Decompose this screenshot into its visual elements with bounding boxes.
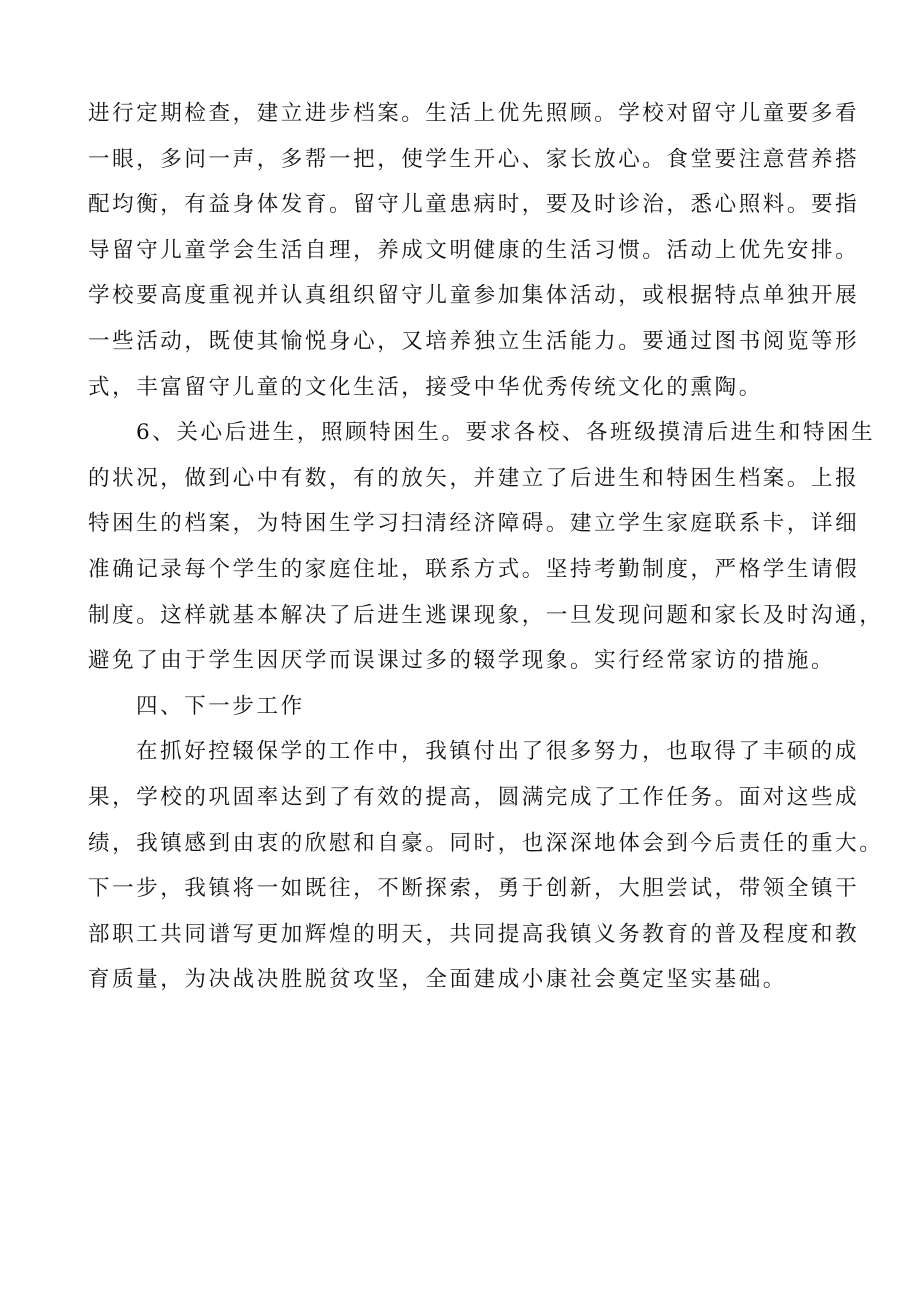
text-line: 制度。这样就基本解决了后进生逃课现象，一旦发现问题和家长及时沟通， (88, 602, 884, 628)
text-line: 学校要高度重视并认真组织留守儿童参加集体活动，或根据特点单独开展 (88, 283, 860, 309)
paragraph-start-line: 在抓好控辍保学的工作中，我镇付出了很多努力，也取得了丰硕的成 (136, 739, 860, 765)
text-line: 部职工共同谱写更加辉煌的明天，共同提高我镇义务教育的普及程度和教 (88, 921, 860, 947)
text-line: 育质量，为决战决胜脱贫攻坚，全面建成小康社会奠定坚实基础。 (88, 967, 787, 993)
text-line: 绩，我镇感到由衷的欣慰和自豪。同时，也深深地体会到今后责任的重大。 (88, 830, 884, 856)
document-body (88, 91, 884, 1003)
text-line: 一眼，多问一声，多帮一把，使学生开心、家长放心。食堂要注意营养搭 (88, 146, 860, 172)
text-line: 果，学校的巩固率达到了有效的提高，圆满完成了工作任务。面对这些成 (88, 784, 860, 810)
text-line: 进行定期检查，建立进步档案。生活上优先照顾。学校对留守儿童要多看 (88, 101, 860, 126)
text-line: 特困生的档案，为特困生学习扫清经济障碍。建立学生家庭联系卡，详细 (88, 511, 860, 537)
text-line: 一些活动，既使其愉悦身心，又培养独立生活能力。要通过图书阅览等形 (88, 328, 860, 354)
paragraph-start-line: 6、关心后进生，照顾特困生。要求各校、各班级摸清后进生和特困生 (136, 420, 876, 446)
text-line: 的状况，做到心中有数，有的放矢，并建立了后进生和特困生档案。上报 (88, 465, 860, 491)
text-line: 避免了由于学生因厌学而误课过多的辍学现象。实行经常家访的措施。 (88, 648, 836, 674)
text-line: 配均衡，有益身体发育。留守儿童患病时，要及时诊治，悉心照料。要指 (88, 192, 860, 218)
section-heading: 四、下一步工作 (136, 693, 305, 719)
text-line: 导留守儿童学会生活自理，养成文明健康的生活习惯。活动上优先安排。 (88, 237, 860, 263)
text-line: 下一步，我镇将一如既往，不断探索，勇于创新，大胆尝试，带领全镇干 (88, 876, 860, 902)
text-line: 式，丰富留守儿童的文化生活，接受中华优秀传统文化的熏陶。 (88, 374, 763, 400)
text-line: 准确记录每个学生的家庭住址，联系方式。坚持考勤制度，严格学生请假 (88, 556, 860, 582)
